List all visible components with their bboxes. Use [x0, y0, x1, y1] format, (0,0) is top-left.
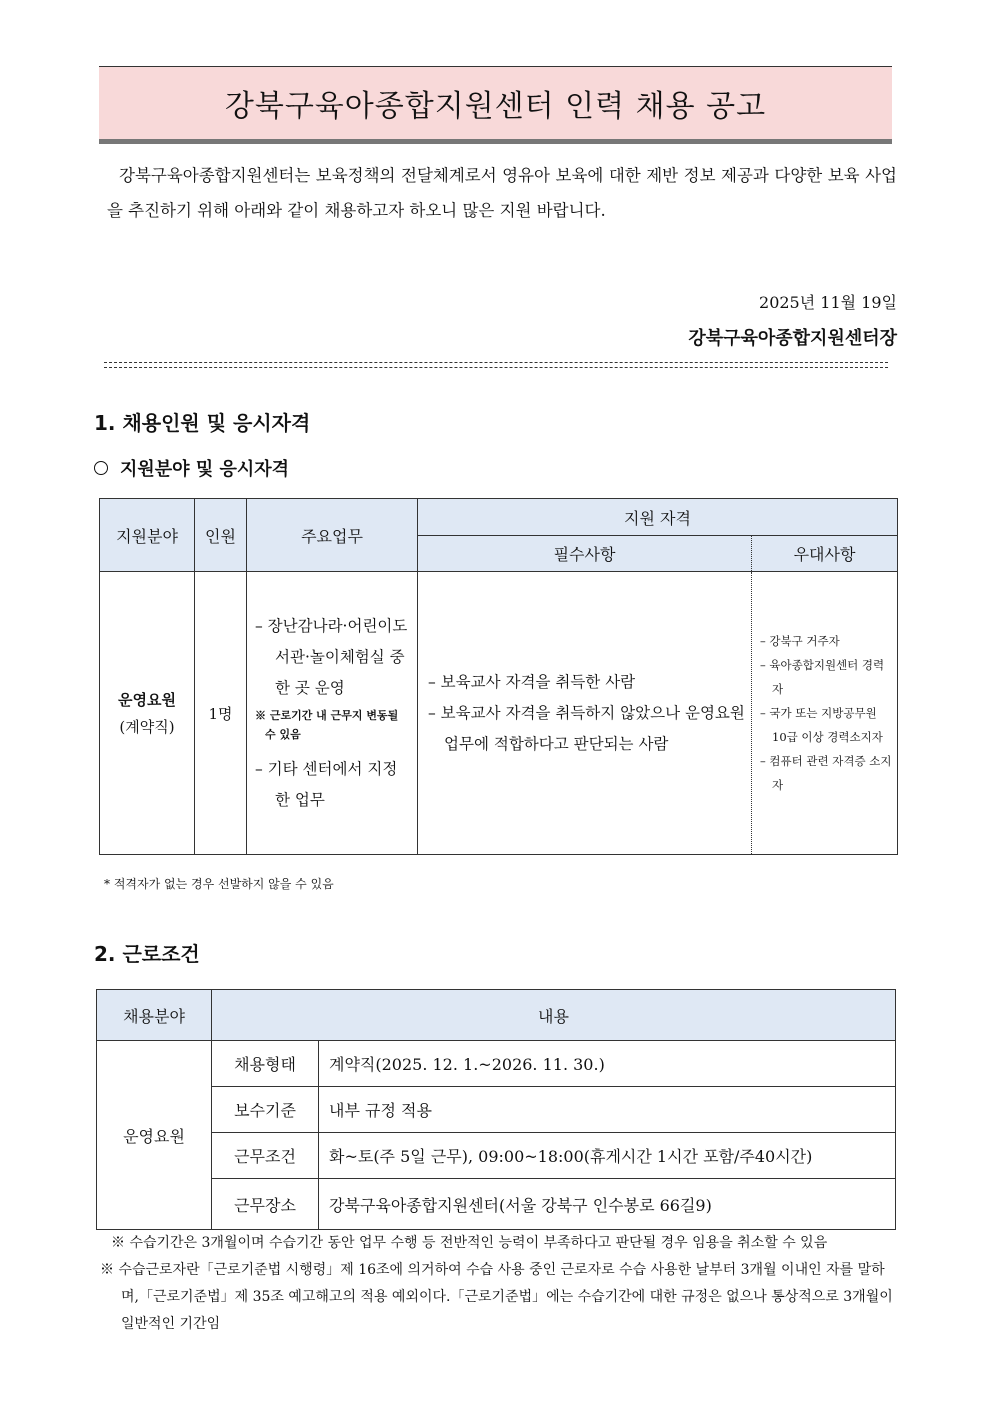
preferred-item: – 컴퓨터 관련 자격증 소지자 — [760, 754, 892, 792]
cell-field — [100, 572, 195, 855]
duty-item: – 기타 센터에서 지정한 업무 — [255, 759, 398, 809]
duty-item: – 장난감나라·어린이도서관·놀이체험실 중 한 곳 운영 — [255, 616, 408, 697]
cell-duties — [247, 572, 418, 855]
section1-subheading — [94, 455, 289, 481]
row-label: 보수기준 — [212, 1087, 319, 1133]
section1-footnote: * 적격자가 없는 경우 선발하지 않을 수 있음 — [104, 877, 334, 891]
header-count: 인원 — [195, 499, 247, 572]
section1-heading: 1. 채용인원 및 응시자격 — [94, 411, 311, 435]
field-type: (계약직) — [119, 718, 175, 736]
required-item: – 보육교사 자격을 취득하지 않았으나 운영요원 업무에 적합하다고 판단되는 사람 — [428, 703, 745, 753]
cell-preferred — [752, 572, 898, 855]
row-value: 내부 규정 적용 — [319, 1087, 896, 1133]
circle-bullet-icon — [94, 461, 108, 475]
page-title: 강북구육아종합지원센터 인력 채용 공고 — [224, 89, 767, 124]
duty-note: ※ 근로기간 내 근무지 변동될 수 있음 — [255, 708, 399, 741]
row-value: 계약직(2025. 12. 1.~2026. 11. 30.) — [319, 1041, 896, 1087]
header-field: 채용분야 — [97, 990, 212, 1041]
cell-count: 1명 — [195, 572, 247, 855]
preferred-item: – 국가 또는 지방공무원 10급 이상 경력소지자 — [760, 706, 883, 744]
section2-heading: 2. 근로조건 — [94, 942, 200, 966]
separator-line — [104, 362, 888, 368]
announcement-date: 2025년 11월 19일 — [759, 293, 897, 312]
note-item: ※ 수습근로자란「근로기준법 시행령」제 16조에 의거하여 수습 사용 중인 근로자로 수습 사용한 날부터 3개월 이내인 자를 말하며,「근로기준법」제 35조 예고해고의 적용 예외이다.「근로기준법」에는 수습기간에 대한 규정은 없으나 통상적으로 3개월이 일반적인 기간임 — [100, 1262, 893, 1332]
cell-field: 운영요원 — [97, 1041, 212, 1230]
header-qualification: 지원 자격 — [418, 499, 898, 536]
field-name: 운영요원 — [118, 691, 176, 709]
signer: 강북구육아종합지원센터장 — [688, 328, 897, 349]
qualification-table — [99, 498, 898, 855]
row-label: 근무조건 — [212, 1133, 319, 1179]
section2-notes — [100, 1230, 897, 1338]
preferred-item: – 육아종합지원센터 경력자 — [760, 658, 885, 696]
row-value: 강북구육아종합지원센터(서울 강북구 인수봉로 66길9) — [319, 1179, 896, 1230]
header-field: 지원분야 — [100, 499, 195, 572]
note-item: ※ 수습기간은 3개월이며 수습기간 동안 업무 수행 등 전반적인 능력이 부족하다고 판단될 경우 임용을 취소할 수 있음 — [111, 1235, 828, 1251]
header-required: 필수사항 — [418, 536, 752, 572]
row-value: 화~토(주 5일 근무), 09:00~18:00(휴게시간 1시간 포함/주40시간) — [319, 1133, 896, 1179]
subheading-text: 지원분야 및 응시자격 — [120, 459, 290, 480]
header-content: 내용 — [212, 990, 896, 1041]
conditions-table — [96, 989, 896, 1230]
intro-paragraph: 강북구육아종합지원센터는 보육정책의 전달체계로서 영유아 보육에 대한 제반 정보 제공과 다양한 보육 사업을 추진하기 위해 아래와 같이 채용하고자 하오니 많은 지원 바랍니다. — [107, 166, 897, 220]
preferred-item: – 강북구 거주자 — [760, 634, 840, 648]
title-banner — [99, 66, 892, 144]
cell-required — [418, 572, 752, 855]
row-label: 근무장소 — [212, 1179, 319, 1230]
row-label: 채용형태 — [212, 1041, 319, 1087]
header-preferred: 우대사항 — [752, 536, 898, 572]
required-item: – 보육교사 자격을 취득한 사람 — [428, 672, 636, 691]
header-duty: 주요업무 — [247, 499, 418, 572]
